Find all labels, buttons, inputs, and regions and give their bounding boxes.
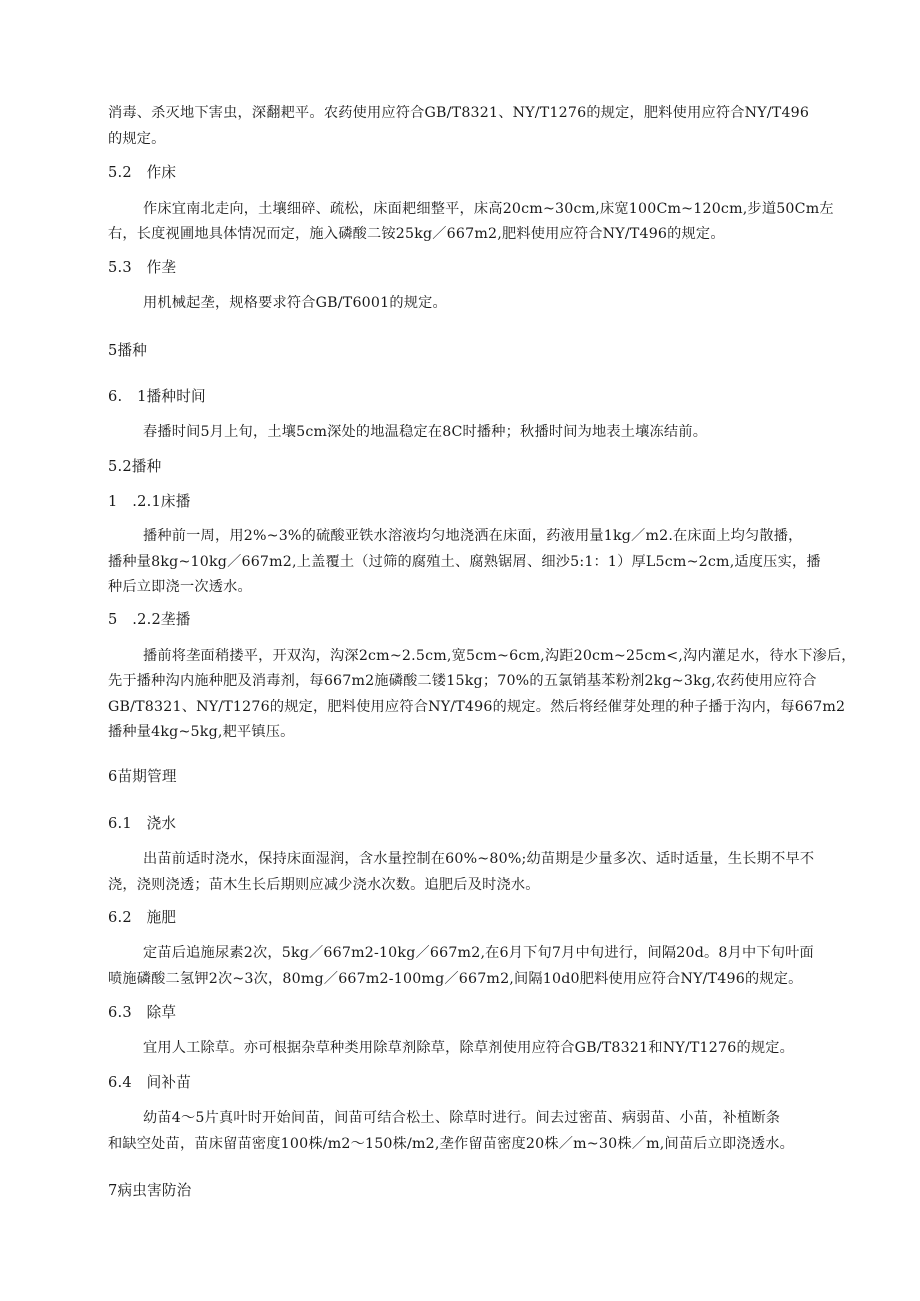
paragraph-line: 作床宜南北走向，土壤细碎、疏松，床面耙细整平，床高20cm~30cm,床宽100Cm~120cm,步道50Cm左 bbox=[143, 201, 834, 217]
section-heading: 6.2 施肥 bbox=[108, 909, 177, 926]
paragraph-line: 的规定。 bbox=[108, 131, 166, 147]
paragraph-line: 播种量8kg~10kg／667m2,上盖覆土（过筛的腐殖土、腐熟锯屑、细沙5:1：1）厚L5cm~2cm,适度压实，播 bbox=[108, 554, 821, 570]
paragraph-line: 先于播种沟内施种肥及消毒剂，每667m2施磷酸二镂15kg；70%的五氯销基苯粉剂2kg~3kg,农药使用应符合 bbox=[108, 673, 817, 689]
section-heading: 5.2播种 bbox=[108, 458, 162, 475]
paragraph-line: 播前将垄面稍搂平，开双沟，沟深2cm~2.5cm,宽5cm~6cm,沟距20cm~25cm<,沟内灌足水，待水下渗后， bbox=[143, 648, 856, 664]
section-heading: 5.3 作垄 bbox=[108, 259, 177, 276]
section-heading: 6. 1播种时间 bbox=[108, 388, 206, 405]
paragraph-line: 喷施磷酸二氢钾2次~3次，80mg／667m2-100mg／667m2,间隔10d0肥料使用应符合NY/T496的规定。 bbox=[108, 971, 803, 987]
chapter-heading: 6苗期管理 bbox=[108, 768, 177, 785]
paragraph-line: 和缺空处苗，苗床留苗密度100株/m2～150株/m2,垄作留苗密度20株／m~30株／m,间苗后立即浇透水。 bbox=[108, 1136, 794, 1152]
subsection-heading: 5 .2.2垄播 bbox=[108, 611, 191, 628]
paragraph-line: 用机械起垄，规格要求符合GB/T6001的规定。 bbox=[143, 295, 447, 311]
paragraph-line: 播种前一周，用2%~3%的硫酸亚铁水溶液均匀地浇洒在床面，药液用量1kg／m2.在床面上均匀散播， bbox=[143, 528, 803, 544]
paragraph-line: 宜用人工除草。亦可根据杂草种类用除草剂除草，除草剂使用应符合GB/T8321和NY/T1276的规定。 bbox=[143, 1040, 795, 1056]
section-heading: 6.4 间补苗 bbox=[108, 1074, 191, 1091]
paragraph-line: 消毒、杀灭地下害虫，深翻耙平。农药使用应符合GB/T8321、NY/T1276的规定，肥料使用应符合NY/T496 bbox=[108, 105, 810, 121]
section-heading: 5.2 作床 bbox=[108, 164, 177, 181]
chapter-heading: 5播种 bbox=[108, 342, 148, 359]
paragraph-line: 种后立即浇一次透水。 bbox=[108, 579, 252, 595]
paragraph-line: 右，长度视圃地具体情况而定，施入磷酸二铵25kg／667m2,肥料使用应符合NY/T496的规定。 bbox=[108, 226, 725, 242]
paragraph-line: 浇，浇则浇透；苗木生长后期则应减少浇水次数。追肥后及时浇水。 bbox=[108, 877, 540, 893]
paragraph-line: 播种量4kg~5kg,耙平镇压。 bbox=[108, 724, 295, 740]
paragraph-line: GB/T8321、NY/T1276的规定，肥料使用应符合NY/T496的规定。然后将经催芽处理的种子播于沟内，每667m2 bbox=[108, 699, 846, 715]
paragraph-line: 出苗前适时浇水，保持床面湿润，含水量控制在60%~80%;幼苗期是少量多次、适时适量，生长期不早不 bbox=[143, 851, 815, 867]
chapter-heading: 7病虫害防治 bbox=[108, 1182, 192, 1199]
section-heading: 6.1 浇水 bbox=[108, 815, 177, 832]
paragraph-line: 定苗后追施尿素2次，5kg／667m2-10kg／667m2,在6月下旬7月中旬进行，间隔20d。8月中下旬叶面 bbox=[143, 945, 814, 961]
paragraph-line: 幼苗4～5片真叶时开始间苗，间苗可结合松土、除草时进行。间去过密苗、病弱苗、小苗，补植断条 bbox=[143, 1110, 781, 1126]
section-heading: 6.3 除草 bbox=[108, 1004, 177, 1021]
subsection-heading: 1 .2.1床播 bbox=[108, 493, 191, 510]
paragraph-line: 春播时间5月上旬，土壤5cm深处的地温稳定在8C时播种；秋播时间为地表土壤冻结前。 bbox=[143, 424, 708, 440]
